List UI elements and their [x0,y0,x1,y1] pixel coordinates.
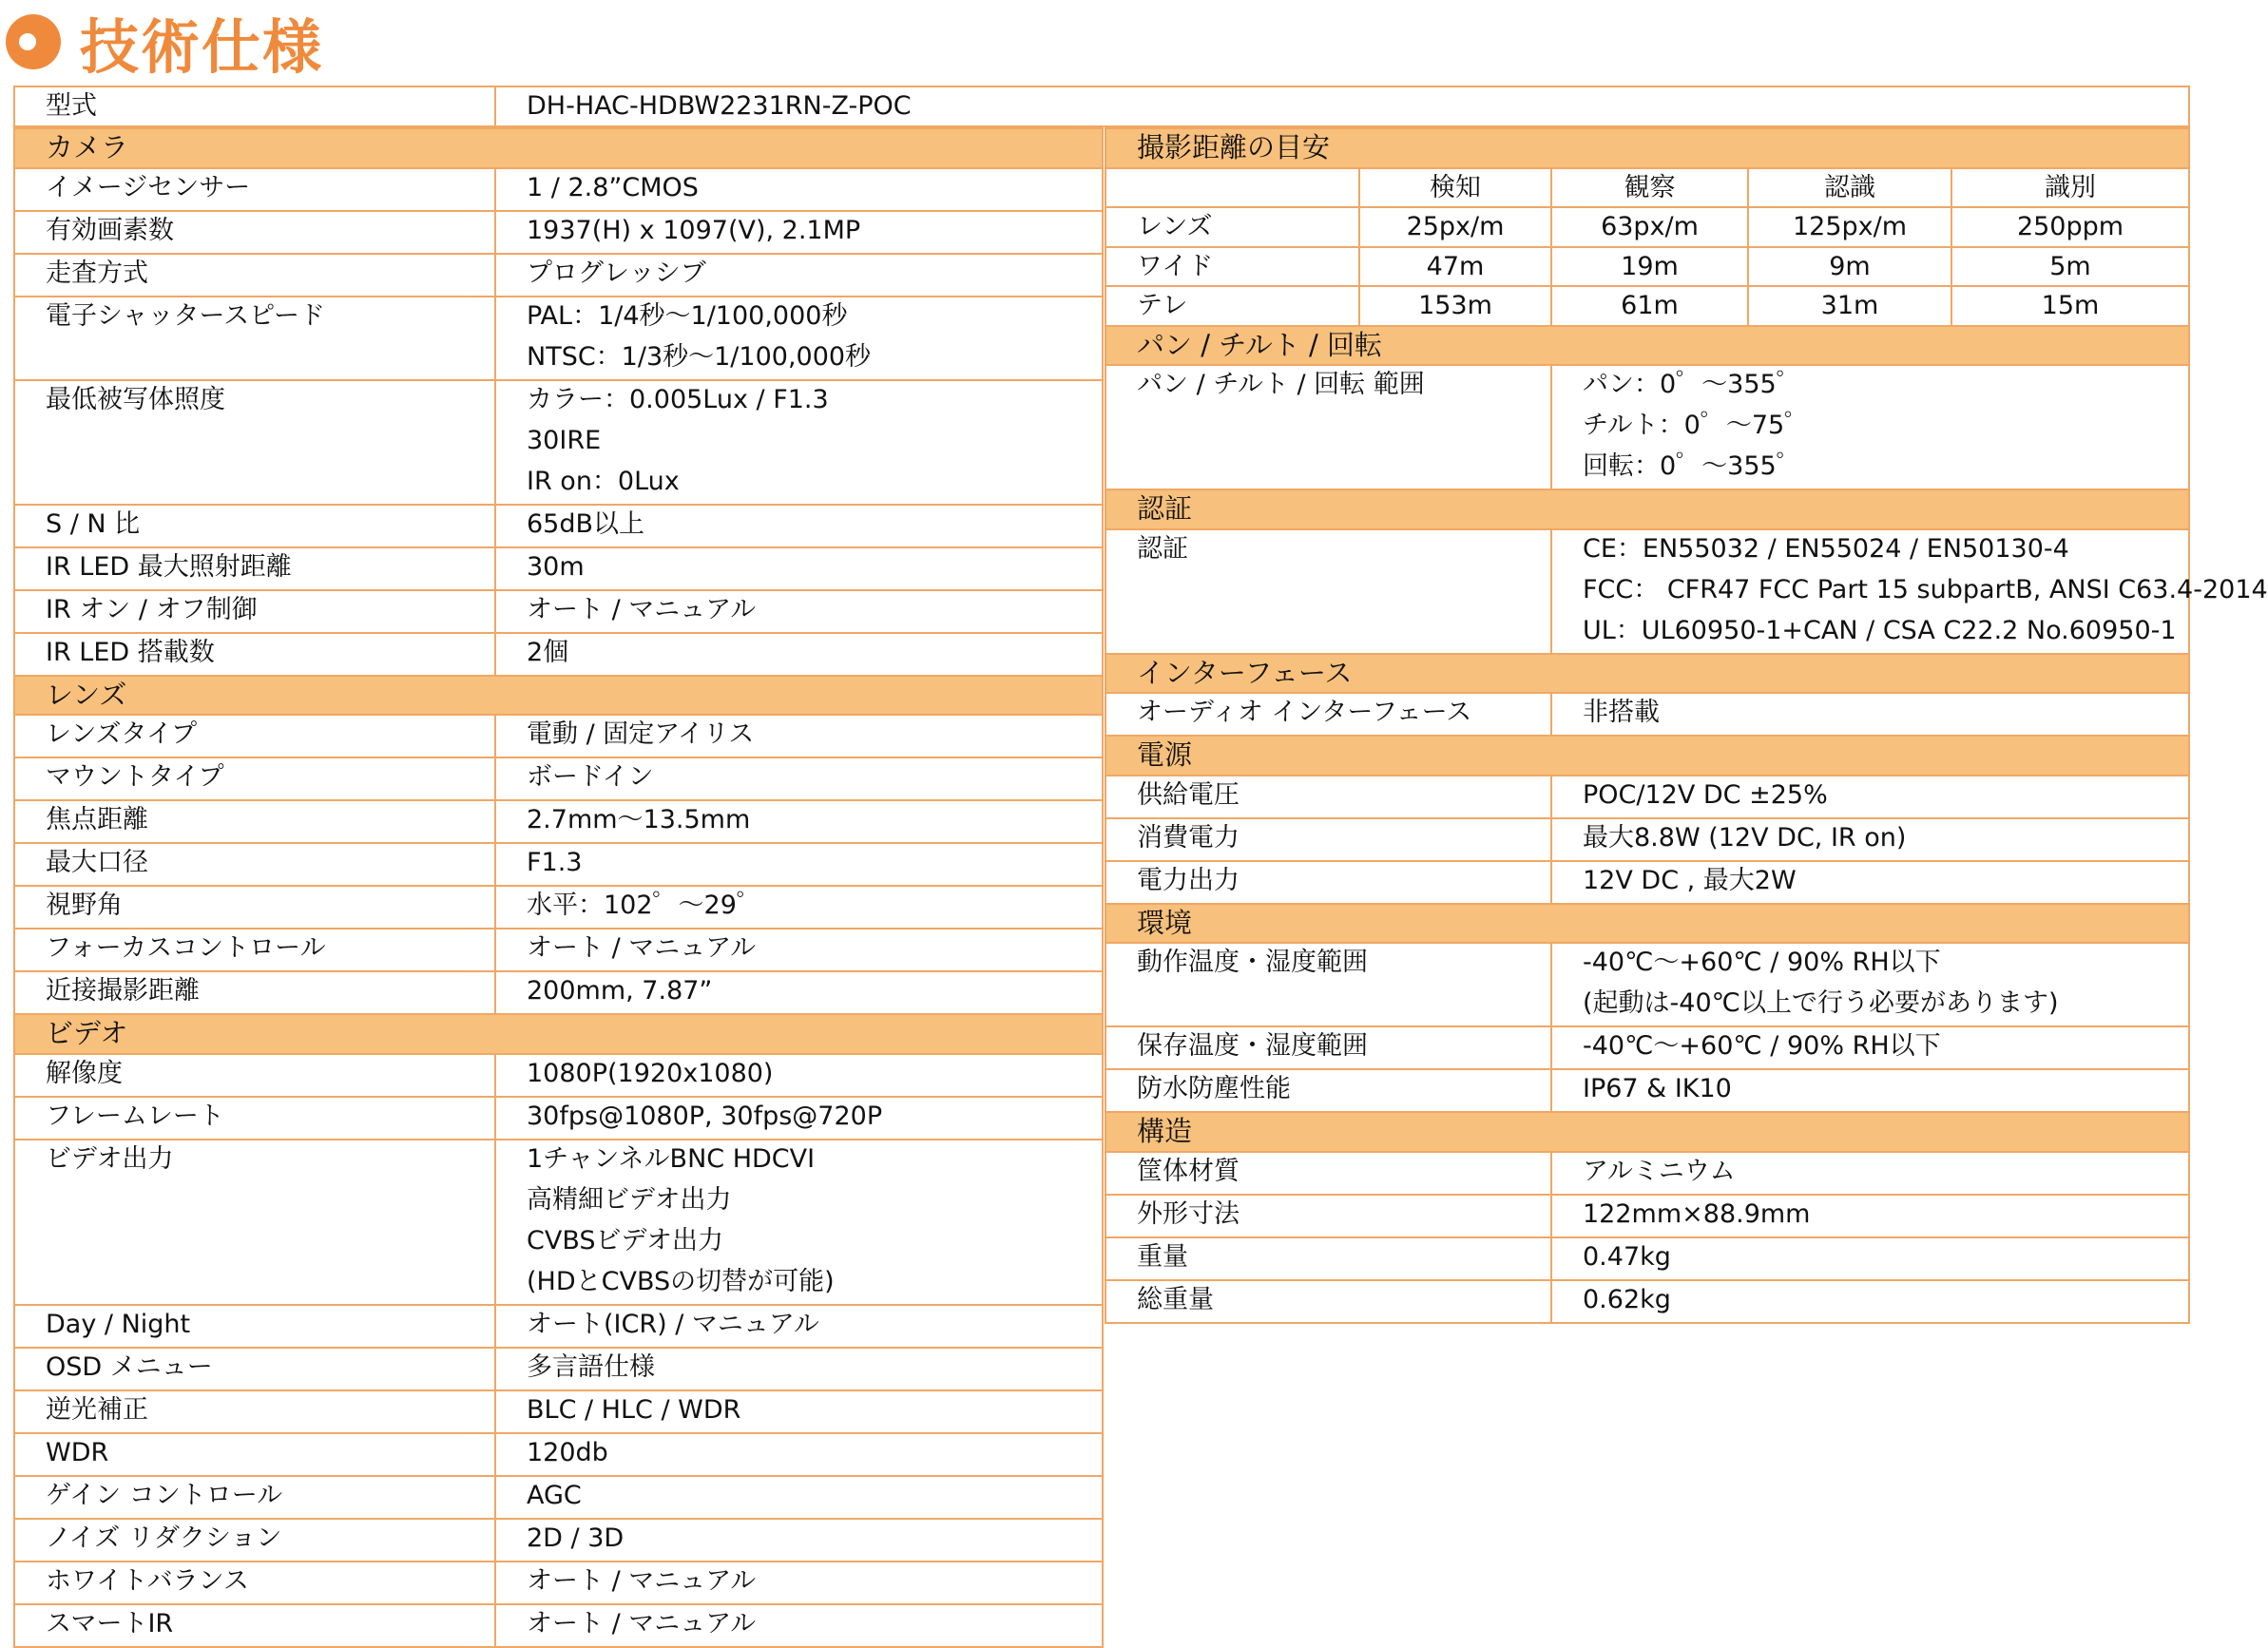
spec-value-line: オート / マニュアル [527,594,757,624]
spec-row [14,929,1103,971]
section-title: 電源 [1105,736,2189,776]
spec-value [1551,861,2189,904]
spec-value-line: 30fps@1080P, 30fps@720P [527,1101,883,1131]
distance-header-cell: 検知 [1359,168,1551,208]
spec-label: 走査方式 [14,254,495,297]
spec-value-line: PAL：1/4秒～1/100,000秒 [527,300,848,331]
spec-value [495,297,1103,380]
spec-label: 動作温度・湿度範囲 [1105,943,1551,1026]
spec-value [1551,1026,2189,1069]
spec-label: 電力出力 [1105,861,1551,904]
spec-value-line: 0.47kg [1583,1241,1671,1272]
spec-value-line: 1937(H) x 1097(V), 2.1MP [527,215,861,245]
spec-value [495,380,1103,505]
spec-row [14,547,1103,590]
spec-value-line: オート / マニュアル [527,1608,757,1638]
spec-label: IR LED 最大照射距離 [14,547,495,590]
spec-row [14,505,1103,547]
spec-value-line: -40℃～+60℃ / 90% RH以下 [1583,948,1941,977]
spec-label: IR オン / オフ制御 [14,590,495,633]
spec-value-line: オート(ICR) / マニュアル [527,1309,819,1339]
spec-value-line: 最大8.8W (12V DC, IR on) [1583,822,1907,853]
spec-row [1105,861,2189,904]
section-header [1105,489,2189,529]
spec-label: 有効画素数 [14,211,495,254]
spec-label: 重量 [1105,1237,1551,1280]
spec-row [1105,1195,2189,1237]
spec-row [14,1519,1103,1562]
distance-row [1105,247,2189,287]
section-title: パン / チルト / 回転 [1105,326,2189,366]
distance-row [1105,286,2189,326]
model-row [14,86,2189,126]
spec-value-line: -40℃～+60℃ / 90% RH以下 [1583,1031,1941,1061]
right-spec-table [1105,127,2268,1324]
spec-row [14,1054,1103,1097]
spec-label: ビデオ出力 [14,1140,495,1305]
spec-value-line: 回転：0゜～355゜ [1583,451,1802,481]
section-title: 認証 [1105,489,2189,529]
spec-label: ホワイトバランス [14,1562,495,1604]
spec-row [14,971,1103,1014]
distance-header-row [1105,168,2189,208]
spec-value [495,800,1103,843]
spec-value [495,1562,1103,1604]
spec-label: 最大口径 [14,843,495,886]
spec-label: ノイズ リダクション [14,1519,495,1562]
spec-value [495,1140,1103,1305]
spec-value-line: パン：0゜～355゜ [1583,370,1802,399]
section-title: レンズ [14,676,1103,716]
spec-value [495,633,1103,676]
spec-row [14,1140,1103,1305]
spec-label: マウントタイプ [14,757,495,800]
spec-value-line: カラー：0.005Lux / F1.3 [527,384,829,414]
spec-value-line: 2個 [527,637,569,667]
spec-value [495,929,1103,971]
spec-value-line: F1.3 [527,848,583,877]
spec-label: 供給電圧 [1105,776,1551,818]
spec-row [14,886,1103,929]
spec-label: 総重量 [1105,1280,1551,1323]
spec-row [14,1305,1103,1348]
spec-label: 逆光補正 [14,1390,495,1433]
spec-value-line: 非搭載 [1583,698,1660,727]
spec-value [495,1054,1103,1097]
spec-row [14,1604,1103,1647]
spec-row [1105,1026,2189,1069]
spec-row [14,168,1103,211]
distance-cell: 63px/m [1551,207,1748,247]
spec-label: 焦点距離 [14,800,495,843]
section-header [1105,1112,2189,1152]
distance-cell: 5m [1951,247,2189,287]
section-header [14,1014,1103,1054]
spec-value-line: 120db [527,1437,608,1467]
spec-value [495,254,1103,297]
spec-row [14,1097,1103,1140]
spec-heading [0,0,323,84]
spec-value [495,1097,1103,1140]
spec-label: OSD メニュー [14,1348,495,1390]
spec-row [1105,1152,2189,1195]
model-label: 型式 [14,86,495,126]
spec-value [495,886,1103,929]
model-value: DH-HAC-HDBW2231RN-Z-POC [495,86,2189,126]
distance-header-cell: 観察 [1551,168,1748,208]
section-header [14,128,1103,168]
distance-cell: 25px/m [1359,207,1551,247]
spec-value [1551,1069,2189,1112]
spec-value-line: 電動 / 固定アイリス [527,719,755,749]
section-title: 構造 [1105,1112,2189,1152]
spec-value-line: オート / マニュアル [527,1565,757,1596]
spec-label: イメージセンサー [14,168,495,211]
distance-row-label: ワイド [1105,247,1359,287]
section-header [1105,326,2189,366]
spec-value [1551,943,2189,1026]
section-header [1105,654,2189,694]
spec-value-line: AGC [527,1480,582,1510]
spec-label: スマートIR [14,1604,495,1647]
section-header [1105,736,2189,776]
spec-label: 視野角 [14,886,495,929]
spec-label: ゲイン コントロール [14,1476,495,1519]
spec-value [1551,529,2268,654]
spec-label: フレームレート [14,1097,495,1140]
spec-value [495,547,1103,590]
section-header [1105,904,2189,944]
spec-label: 外形寸法 [1105,1195,1551,1237]
distance-cell: 250ppm [1951,207,2189,247]
spec-row [1105,529,2189,654]
section-title: 環境 [1105,904,2189,944]
spec-value-line: 多言語仕様 [527,1351,655,1382]
spec-value-line: プログレッシブ [527,258,706,288]
section-title: ビデオ [14,1014,1103,1054]
section-header [1105,128,2189,168]
distance-row-label: レンズ [1105,207,1359,247]
spec-value-line: BLC / HLC / WDR [527,1394,741,1425]
distance-cell: 19m [1551,247,1748,287]
spec-value [1551,693,2189,736]
left-spec-table [13,127,1104,1648]
spec-value [495,1519,1103,1562]
spec-row [14,1476,1103,1519]
spec-value [495,1390,1103,1433]
section-header [14,676,1103,716]
spec-label: 解像度 [14,1054,495,1097]
spec-value-line: 1 / 2.8”CMOS [527,172,699,202]
spec-value [495,1433,1103,1476]
section-title: カメラ [14,128,1103,168]
spec-row [1105,776,2189,818]
distance-cell: 153m [1359,286,1551,326]
spec-value-line: FCC： CFR47 FCC Part 15 subpartB, ANSI C63.4-2014 [1583,574,2268,604]
spec-value-line: POC/12V DC ±25% [1583,779,1828,810]
spec-label: 防水防塵性能 [1105,1069,1551,1112]
distance-row [1105,207,2189,247]
spec-value [495,505,1103,547]
distance-header-cell [1105,168,1359,208]
spec-row [14,297,1103,380]
spec-value-line: 12V DC , 最大2W [1583,865,1797,895]
spec-value [1551,818,2189,861]
spec-row [14,211,1103,254]
spec-row [14,254,1103,297]
spec-value [495,1604,1103,1647]
spec-value-line: 高精細ビデオ出力 [527,1184,732,1215]
spec-row [14,633,1103,676]
spec-row [14,1348,1103,1390]
spec-value-line: (起動は-40℃以上で行う必要があります) [1583,988,2059,1018]
spec-row [1105,1069,2189,1112]
spec-value-line: (HDとCVBSの切替が可能) [527,1266,835,1296]
spec-value-line: オート / マニュアル [527,933,757,963]
spec-row [1105,365,2189,489]
spec-label: 筐体材質 [1105,1152,1551,1195]
spec-value [495,843,1103,886]
spec-value-line: 30m [527,551,585,582]
spec-value-line: 水平：102゜～29゜ [527,891,762,920]
spec-row [14,715,1103,757]
spec-value-line: ボードイン [527,762,654,792]
spec-value-line: 1080P(1920x1080) [527,1058,774,1088]
spec-value [495,168,1103,211]
spec-row [14,843,1103,886]
distance-cell: 9m [1748,247,1951,287]
spec-label: 認証 [1105,529,1551,654]
spec-row [1105,1280,2189,1323]
spec-value [1551,1280,2189,1323]
spec-label: オーディオ インターフェース [1105,693,1551,736]
spec-row [14,380,1103,505]
spec-value-line: UL：UL60950-1+CAN / CSA C22.2 No.60950-1 [1583,615,2177,645]
spec-row [14,1390,1103,1433]
model-table [13,86,2190,127]
spec-label: フォーカスコントロール [14,929,495,971]
distance-cell: 15m [1951,286,2189,326]
spec-value [1551,776,2189,818]
spec-value-line: CE：EN55032 / EN55024 / EN50130-4 [1583,533,2069,564]
spec-value [495,590,1103,633]
spec-label: 最低被写体照度 [14,380,495,505]
distance-cell: 61m [1551,286,1748,326]
spec-row [14,1562,1103,1604]
spec-label: IR LED 搭載数 [14,633,495,676]
spec-value-line: IR on：0Lux [527,466,680,496]
spec-value [495,757,1103,800]
spec-value [495,1305,1103,1348]
distance-header-cell: 識別 [1951,168,2189,208]
spec-row [1105,943,2189,1026]
spec-value-line: アルミニウム [1583,1156,1736,1186]
distance-cell: 31m [1748,286,1951,326]
spec-value-line: IP67 & IK10 [1583,1074,1732,1103]
spec-row [14,800,1103,843]
spec-label: 電子シャッタースピード [14,297,495,380]
spec-value [495,1348,1103,1390]
spec-row [1105,693,2189,736]
spec-label: S / N 比 [14,505,495,547]
distance-row-label: テレ [1105,286,1359,326]
spec-value [1551,1152,2189,1195]
spec-label: Day / Night [14,1305,495,1348]
spec-value [1551,1237,2189,1280]
spec-value-line: 30IRE [527,425,602,455]
distance-cell: 125px/m [1748,207,1951,247]
spec-row [14,590,1103,633]
spec-value-line: CVBSビデオ出力 [527,1225,723,1255]
spec-row [1105,1237,2189,1280]
spec-label: 近接撮影距離 [14,971,495,1014]
distance-cell: 47m [1359,247,1551,287]
spec-label: WDR [14,1433,495,1476]
section-title: インターフェース [1105,654,2189,694]
spec-value [495,1476,1103,1519]
spec-value [495,971,1103,1014]
spec-label: パン / チルト / 回転 範囲 [1105,365,1551,489]
page-title: 技術仕様 [80,11,324,82]
spec-value-line: NTSC：1/3秒～1/100,000秒 [527,341,872,372]
spec-value [495,211,1103,254]
spec-row [14,1433,1103,1476]
spec-value-line: 65dB以上 [527,508,645,539]
bullet-circle-icon [6,14,61,69]
section-title: 撮影距離の目安 [1105,128,2189,168]
spec-value-line: 200mm, 7.87” [527,976,713,1006]
spec-value-line: 0.62kg [1583,1284,1671,1314]
spec-value-line: 2.7mm～13.5mm [527,805,751,834]
spec-label: 消費電力 [1105,818,1551,861]
distance-header-cell: 認識 [1748,168,1951,208]
spec-label: 保存温度・湿度範囲 [1105,1026,1551,1069]
spec-value [1551,365,2189,489]
spec-value-line: 1チャンネルBNC HDCVI [527,1143,816,1174]
spec-value [495,715,1103,757]
spec-value-line: 122mm×88.9mm [1583,1198,1811,1229]
spec-row [14,757,1103,800]
spec-value [1551,1195,2189,1237]
spec-row [1105,818,2189,861]
spec-value-line: 2D / 3D [527,1523,625,1553]
spec-label: レンズタイプ [14,715,495,757]
spec-value-line: チルト：0゜～75゜ [1583,411,1811,440]
